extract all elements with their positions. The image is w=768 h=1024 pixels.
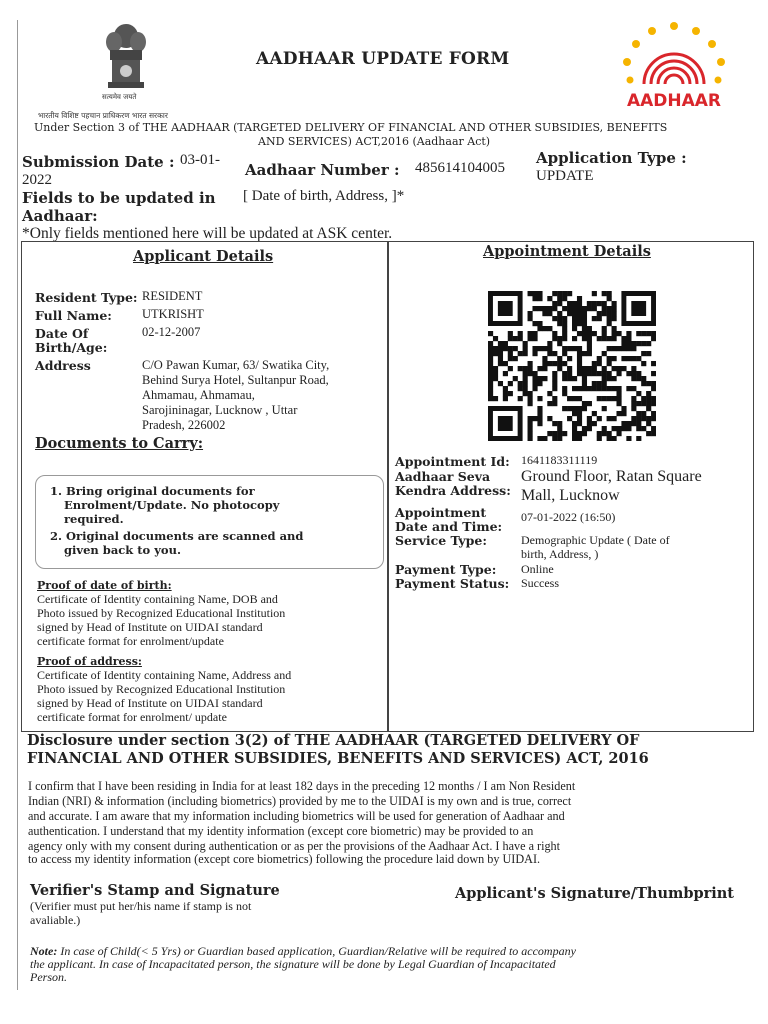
document-item-1-line-2: Enrolment/Update. No photocopy [64, 498, 280, 512]
document-item-2-line-1: 2. Original documents are scanned and [50, 529, 304, 543]
disclosure-heading-2: FINANCIAL AND OTHER SUBSIDIES, BENEFITS AND SERVICES) ACT, 2016 [27, 750, 649, 767]
dob-label-1: Date Of [35, 326, 89, 341]
disclosure-body-line-3: and accurate. I am aware that my information including biometrics will be used for generation of Aadhaar and [28, 809, 565, 823]
proof-dob-line-4: certificate format for enrolment/update [37, 634, 224, 648]
proof-address-line-3: signed by Head of Institute on UIDAI standard [37, 696, 263, 710]
address-label: Address [35, 358, 91, 373]
address-line-3: Ahmamau, Ahmamau, [142, 388, 255, 402]
submission-date-value-2: 2022 [22, 172, 52, 188]
submission-date-value-1: 03-01- [180, 152, 220, 168]
disclosure-heading-1: Disclosure under section 3(2) of THE AADHAAR (TARGETED DELIVERY OF [27, 732, 640, 749]
proof-address-heading: Proof of address: [37, 655, 142, 668]
act-line-1: Under Section 3 of THE AADHAAR (TARGETED DELIVERY OF FINANCIAL AND OTHER SUBSIDIES, BENEFITS [34, 121, 668, 134]
address-line-4: Sarojininagar, Lucknow , Uttar [142, 403, 298, 417]
payment-type-label: Payment Type: [395, 562, 497, 577]
aadhaar-logo-text: AADHAAR [626, 91, 722, 111]
submission-date-label: Submission Date : [22, 153, 175, 171]
appointment-id-label: Appointment Id: [395, 454, 510, 469]
proof-address-line-1: Certificate of Identity containing Name, Address and [37, 668, 292, 682]
verifier-heading: Verifier's Stamp and Signature [30, 882, 280, 899]
verifier-note-line-1: (Verifier must put her/his name if stamp is not [30, 899, 252, 913]
proof-dob-line-1: Certificate of Identity containing Name, DOB and [37, 592, 278, 606]
service-type-label: Service Type: [395, 533, 487, 548]
footer-note-line-3: Person. [30, 970, 67, 984]
footer-note-line-1-text: In case of Child(< 5 Yrs) or Guardian based application, Guardian/Relative will be required to accompany [57, 944, 576, 958]
application-type-value: UPDATE [536, 168, 594, 184]
footer-note [30, 945, 740, 984]
aadhaar-logo-icon [600, 18, 748, 113]
applicant-details-heading: Applicant Details [133, 248, 274, 265]
full-name-label: Full Name: [35, 308, 112, 323]
ask-center-note: *Only fields mentioned here will be updated at ASK center. [22, 225, 393, 242]
seva-kendra-label-2: Kendra Address: [395, 483, 511, 498]
dob-value: 02-12-2007 [142, 325, 201, 339]
footer-note-label: Note: [30, 944, 58, 958]
act-line-2: AND SERVICES) ACT,2016 (Aadhaar Act) [258, 135, 491, 148]
appointment-date-label-1: Appointment [395, 505, 487, 520]
verifier-note-line-2: avaliable.) [30, 913, 81, 927]
fields-to-update-label-1: Fields to be updated in [22, 189, 216, 207]
emblem-caption: सत्यमेव जयते [102, 93, 137, 101]
address-line-1: C/O Pawan Kumar, 63/ Swatika City, [142, 358, 330, 372]
disclosure-body-line-5: agency only with my consent during authentication or as per the provisions of the Aadhaar Act. I have a right [28, 839, 561, 853]
proof-dob-line-2: Photo issued by Recognized Educational Institution [37, 606, 286, 620]
left-margin-line [17, 20, 18, 990]
disclosure-body-line-4: authentication. I understand that my identity information (except core biometric) may be provided to an [28, 824, 534, 838]
appointment-id-value: 1641183311119 [521, 453, 598, 467]
address-line-5: Pradesh, 226002 [142, 418, 226, 432]
disclosure-body-line-6: to access my identity information (except core biometrics) following the procedure laid down by UIDAI. [28, 852, 541, 866]
hindi-authority-line: भारतीय विशिष्ट पहचान प्राधिकरण भारत सरकार [38, 111, 168, 120]
service-type-value-1: Demographic Update ( Date of [521, 533, 670, 547]
applicant-signature-heading: Applicant's Signature/Thumbprint [455, 885, 734, 902]
seva-kendra-value-2: Mall, Lucknow [521, 487, 620, 504]
appointment-details-heading: Appointment Details [483, 243, 651, 260]
footer-note-line-2: the applicant. In case of Incapacitated person, the signature will be done by Legal Guardian of Incapacitated [30, 957, 556, 971]
payment-status-label: Payment Status: [395, 576, 510, 591]
seva-kendra-label-1: Aadhaar Seva [395, 469, 491, 484]
fields-to-update-label-2: Aadhaar: [22, 207, 98, 225]
documents-heading: Documents to Carry: [35, 435, 204, 452]
payment-type-value: Online [521, 562, 554, 576]
disclosure-body-line-2: Indian (NRI) & information (including biometrics) provided by me to the UIDAI is my own and is true, correct [28, 794, 572, 808]
aadhaar-number-value: 485614104005 [415, 160, 505, 176]
appointment-date-value: 07-01-2022 (16:50) [521, 510, 616, 524]
national-emblem-icon [96, 20, 156, 100]
fields-to-update-value: [ Date of birth, Address, ]* [243, 188, 405, 204]
appointment-date-label-2: Date and Time: [395, 519, 503, 534]
proof-dob-heading: Proof of date of birth: [37, 579, 172, 592]
payment-status-value: Success [521, 576, 559, 590]
application-type-label: Application Type : [536, 149, 687, 167]
disclosure-body-line-1: I confirm that I have been residing in India for at least 182 days in the preceding 12 months / I am Non Resident [28, 779, 576, 793]
service-type-value-2: birth, Address, ) [521, 547, 599, 561]
proof-dob-line-3: signed by Head of Institute on UIDAI standard [37, 620, 263, 634]
resident-type-value: RESIDENT [142, 289, 203, 303]
seva-kendra-value-1: Ground Floor, Ratan Square [521, 468, 702, 485]
form-title: AADHAAR UPDATE FORM [256, 49, 510, 69]
aadhaar-number-label: Aadhaar Number : [245, 161, 400, 179]
resident-type-label: Resident Type: [35, 290, 138, 305]
dob-label-2: Birth/Age: [35, 340, 108, 355]
qr-code-icon [488, 291, 656, 441]
document-item-1-line-3: required. [64, 512, 124, 526]
document-item-1-line-1: 1. Bring original documents for [50, 484, 255, 498]
address-line-2: Behind Surya Hotel, Sultanpur Road, [142, 373, 329, 387]
proof-address-line-4: certificate format for enrolment/ update [37, 710, 227, 724]
document-item-2-line-2: given back to you. [64, 543, 181, 557]
full-name-value: UTKRISHT [142, 307, 204, 321]
proof-address-line-2: Photo issued by Recognized Educational Institution [37, 682, 286, 696]
